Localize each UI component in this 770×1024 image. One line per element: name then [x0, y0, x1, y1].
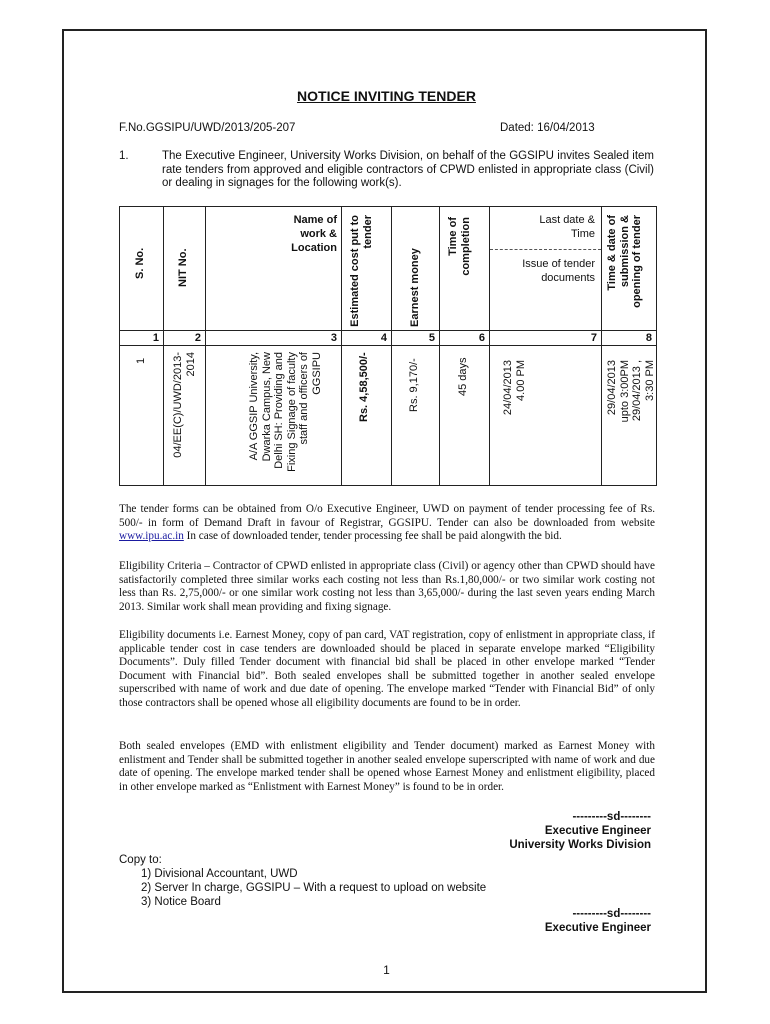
col-number: 2 — [164, 331, 206, 346]
item-description: The Executive Engineer, University Works Division, on behalf of the GGSIPU invites Sealed item rate tenders from approved and eligible contractors of CPWD enlisted in appropriate class (Civil) or dealing in signages for the following work(s). — [162, 150, 654, 189]
col-number: 1 — [120, 331, 164, 346]
signature-block — [509, 810, 651, 852]
col-number: 8 — [602, 331, 657, 346]
row-name-cell — [206, 346, 342, 486]
table-header-row — [120, 207, 657, 331]
paragraph-eligibility-criteria: Eligibility Criteria – Contractor of CPWD enlisted in appropriate class (Civil) or agency other than CPWD should have satisfactorily completed three similar works each costing not less than Rs.1,80,000/- or two similar work costing not less than Rs. 2,75,000/- or one similar work costing not less than 3,65,000/- during the last seven years ending March 2013. Similar work shall mean providing and fixing signage. — [119, 560, 655, 613]
row-time: 45 days — [457, 357, 469, 396]
header-name-cell — [206, 207, 342, 331]
header-nit-cell — [164, 207, 206, 331]
header-earnest: Earnest money — [409, 248, 421, 327]
header-submission: Time & date of submission & opening of tender — [606, 215, 643, 308]
row-work-name: A/A GGSIP University, Dwarka Campus, New Delhi SH: Providing and Fixing Signage of faculty staff and officers of GGSIPU — [248, 352, 323, 472]
col-number: 5 — [392, 331, 440, 346]
item-number: 1. — [119, 150, 129, 162]
paragraph-tender-forms — [119, 503, 655, 544]
header-time: Time of completion — [447, 217, 472, 276]
copy-to-heading: Copy to: — [119, 854, 162, 866]
website-link[interactable]: www.ipu.ac.in — [119, 530, 184, 543]
row-cost-cell — [342, 346, 392, 486]
signature-sd: ---------sd-------- — [572, 811, 651, 823]
paragraph-sealed-envelopes: Both sealed envelopes (EMD with enlistment eligibility and Tender document) marked as Earnest Money with enlistment and Tender shall be submitted together in another sealed envelope superscripted with name of work and due date of opening. The envelope marked tender shall be opened whose Earnest Money and enlistment eligibility, placed in other envelope marked as “Enlistment with Earnest Money” is found to be in order. — [119, 740, 655, 793]
table-row — [120, 346, 657, 486]
page-number: 1 — [383, 963, 390, 977]
row-earnest: Rs. 9,170/- — [408, 358, 420, 412]
row-nit: 04/EE(C)/UWD/2013-2014 — [172, 352, 197, 458]
header-last-date: Last date & Time — [539, 214, 595, 240]
list-item: 2) Server In charge, GGSIPU – With a request to upload on website — [141, 882, 487, 894]
document-page — [62, 29, 707, 993]
signature-designation: Executive Engineer — [544, 922, 651, 934]
header-earnest-cell — [392, 207, 440, 331]
header-issue: Issue of tender documents — [522, 258, 595, 284]
col-number: 4 — [342, 331, 392, 346]
header-sno-cell — [120, 207, 164, 331]
header-nit: NIT No. — [177, 248, 189, 287]
col-number: 3 — [206, 331, 342, 346]
header-sno: S. No. — [134, 247, 146, 279]
table-number-row — [120, 331, 657, 346]
header-name: Name of work & Location — [291, 214, 337, 254]
signature-sd: ---------sd-------- — [572, 908, 651, 920]
page-title: NOTICE INVITING TENDER — [297, 88, 476, 104]
col-number: 6 — [440, 331, 490, 346]
paragraph-text: In case of downloaded tender, tender processing fee shall be paid alongwith the bid. — [183, 530, 562, 543]
paragraph-eligibility-documents: Eligibility documents i.e. Earnest Money, copy of pan card, VAT registration, copy of enlistment in appropriate class, if applicable tender cost in case tenders are downloaded should be placed in separate envelope marked “Eligibility Documents”. Duly filled Tender document with financial bid shall be placed in other envelope marked “Tender Document with Financial bid”. Both sealed envelopes shall be submitted together in another sealed envelope superscribed with name of work and due date of opening. The envelope marked “Tender with Financial Bid” of only those contractors shall be opened whose all eligibility documents are found to be in order. — [119, 629, 655, 709]
row-issue-cell — [490, 346, 602, 486]
header-cost: Estimated cost put to tender — [349, 215, 374, 327]
row-issue-date: 24/04/2013 4.00 PM — [502, 360, 527, 416]
header-lastdate-cell — [490, 207, 602, 331]
row-sno: 1 — [135, 357, 147, 364]
issue-date: Dated: 16/04/2013 — [500, 122, 595, 134]
row-cost: Rs. 4,58,500/- — [358, 352, 370, 422]
paragraph-text: The tender forms can be obtained from O/o Executive Engineer, UWD on payment of tender processing fee of Rs. 500/- in form of Demand Draft in favour of Registrar, GGSIPU. Tender can also be downloaded from website — [119, 503, 655, 529]
row-submission-cell — [602, 346, 657, 486]
tender-table — [119, 206, 657, 486]
signature-designation: Executive Engineer — [544, 825, 651, 837]
file-number: F.No.GGSIPU/UWD/2013/205-207 — [119, 122, 296, 134]
header-submission-cell — [602, 207, 657, 331]
list-item: 3) Notice Board — [141, 896, 221, 908]
header-cost-cell — [342, 207, 392, 331]
signature-division: University Works Division — [509, 839, 651, 851]
list-item: 1) Divisional Accountant, UWD — [141, 868, 298, 880]
row-submission: 29/04/2013 upto 3:00PM 29/04/2013 , 3:30 PM — [606, 360, 656, 423]
row-nit-cell — [164, 346, 206, 486]
signature-block-2 — [545, 907, 651, 935]
row-sno-cell — [120, 346, 164, 486]
col-number: 7 — [490, 331, 602, 346]
row-earnest-cell — [392, 346, 440, 486]
copy-to-list — [119, 853, 486, 909]
header-time-cell — [440, 207, 490, 331]
row-time-cell — [440, 346, 490, 486]
